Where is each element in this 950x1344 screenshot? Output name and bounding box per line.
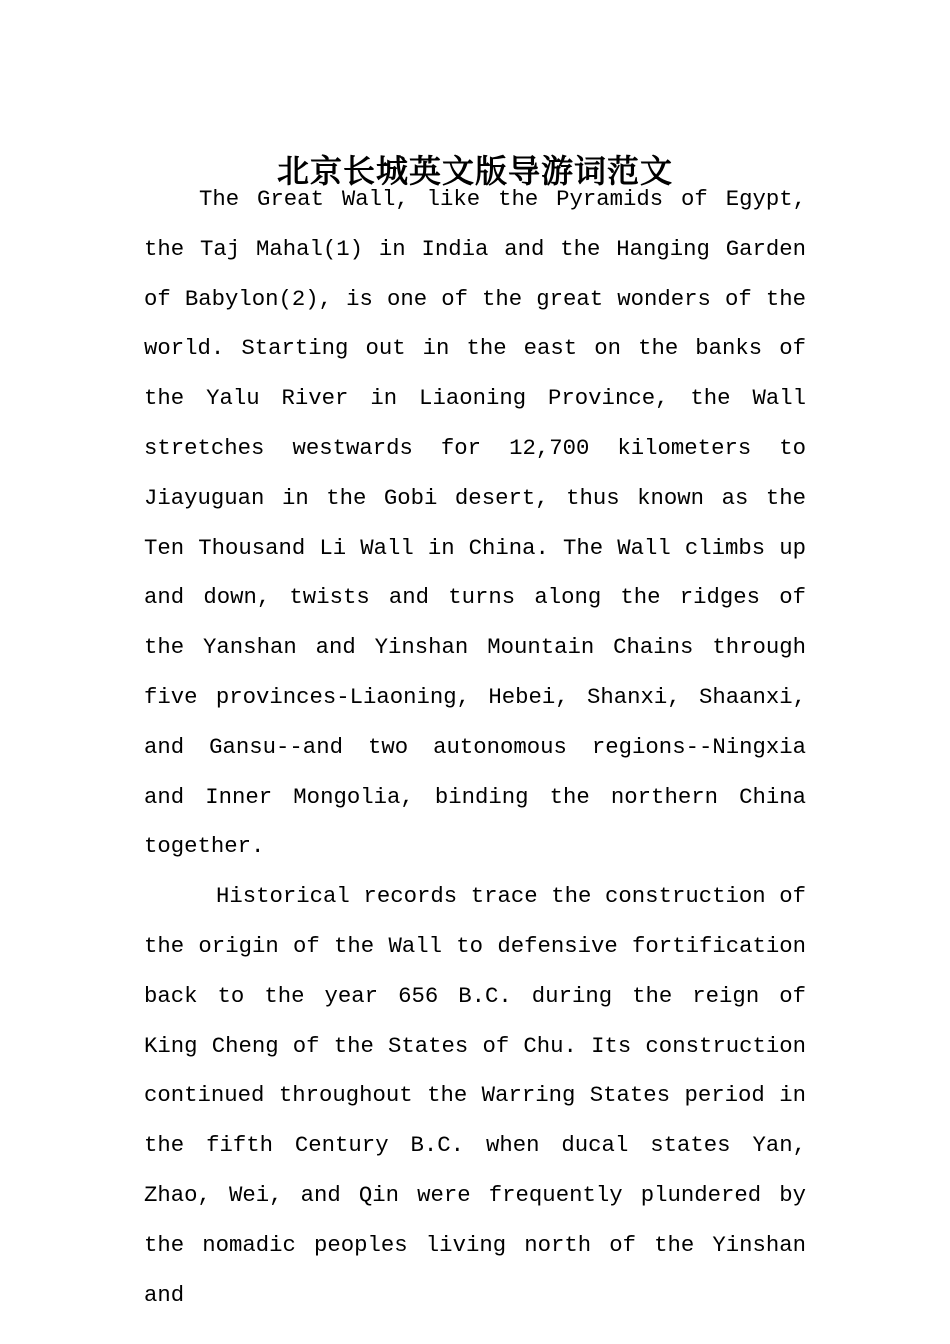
paragraph: Historical records trace the construction of the origin of the Wall to defensive fortification back to the year 656 B.C. during the reign of King Cheng of the States of Chu. Its construction continued throughout the Warring States period in the fifth Century B.C. when ducal states Yan, Zhao, Wei, and Qin were frequently plundered by the nomadic peoples living north of the Yinshan and: [144, 883, 806, 1308]
document-body: [144, 175, 806, 1320]
paragraph: The Great Wall, like the Pyramids of Egypt, the Taj Mahal(1) in India and the Hanging Garden of Babylon(2), is one of the great wonders of the world. Starting out in the east on the banks of the Yalu River in Liaoning Province, the Wall stretches westwards for 12,700 kilometers to Jiayuguan in the Gobi desert, thus known as the Ten Thousand Li Wall in China. The Wall climbs up and down, twists and turns along the ridges of the Yanshan and Yinshan Mountain Chains through five provinces-Liaoning, Hebei, Shanxi, Shaanxi, and Gansu--and two autonomous regions--Ningxia and Inner Mongolia, binding the northern China together.: [144, 186, 806, 860]
document-title: 北京长城英文版导游词范文: [276, 152, 673, 191]
